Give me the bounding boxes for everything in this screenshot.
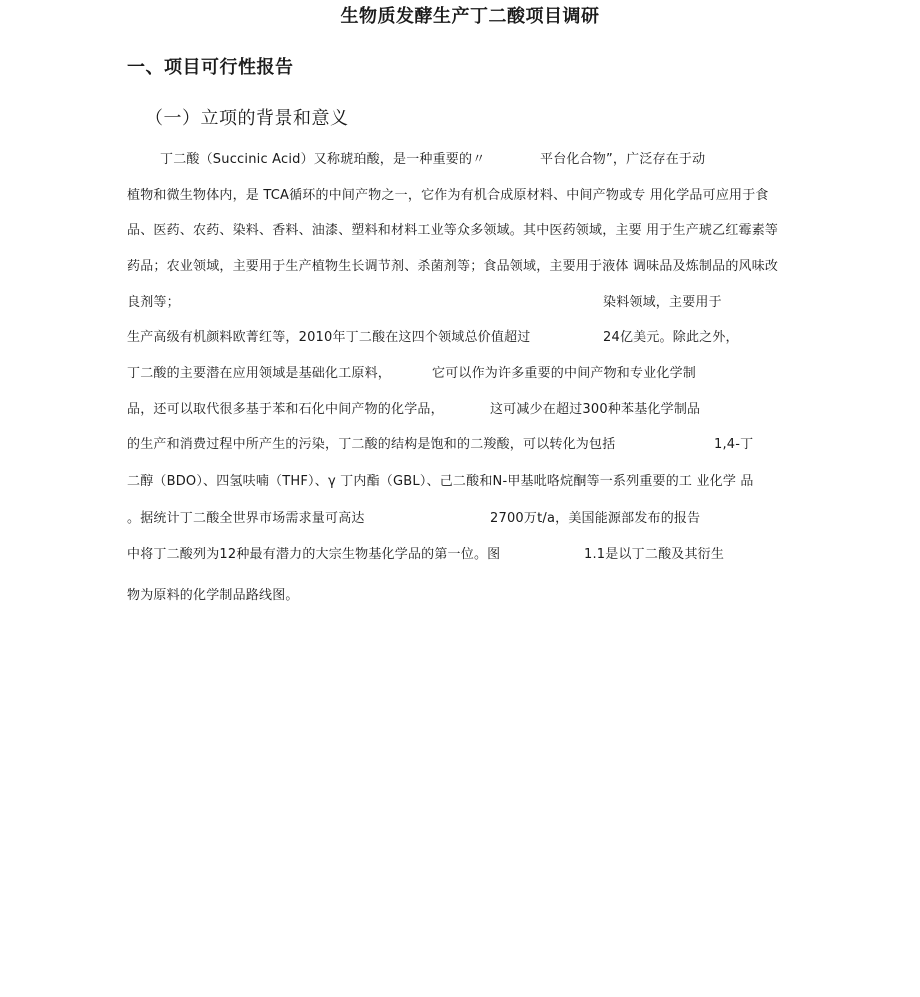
text-segment: 物为原料的化学制品路线图。 bbox=[127, 588, 299, 603]
text-segment: 中将丁二酸列为12种最有潜力的大宗生物基化学品的第一位。图 bbox=[127, 547, 501, 562]
text-segment: 。据统计丁二酸全世界市场需求量可高达 bbox=[127, 511, 365, 526]
text-segment: 生产高级有机颜料欧菁红等，2010年丁二酸在这四个领域总价值超过 bbox=[127, 330, 531, 345]
text-segment: 24亿美元。除此之外， bbox=[603, 330, 739, 345]
text-segment: 植物和微生物体内，是 TCA循环的中间产物之一，它作为有机合成原材料、中间产物或专 用化学品可应用于食 bbox=[127, 188, 769, 203]
text-segment: 1,4-丁 bbox=[714, 437, 754, 452]
text-segment: 它可以作为许多重要的中间产物和专业化学制 bbox=[432, 366, 697, 381]
text-segment: 平台化合物”，广泛存在于动 bbox=[540, 152, 706, 167]
text-segment: 2700万t/a，美国能源部发布的报告 bbox=[490, 511, 701, 526]
section-heading: 一、项目可行性报告 bbox=[127, 57, 294, 78]
text-segment: 品，还可以取代很多基于苯和石化中间产物的化学品， bbox=[127, 402, 444, 417]
document-title: 生物质发酵生产丁二酸项目调研 bbox=[340, 6, 600, 27]
text-segment: 二醇（BDO）、四氢呋喃（THF）、γ 丁内酯（GBL）、己二酸和N-甲基吡咯烷酮等一系列重要的工 业化学 品 bbox=[127, 474, 754, 489]
text-segment: 良剂等； bbox=[127, 295, 180, 310]
text-segment: 这可减少在超过300种苯基化学制品 bbox=[490, 402, 701, 417]
subsection-heading: （一）立项的背景和意义 bbox=[145, 108, 349, 129]
text-segment: 丁二酸（Succinic Acid）又称琥珀酸，是一种重要的〃 bbox=[160, 152, 486, 167]
text-segment: 染料领域，主要用于 bbox=[603, 295, 722, 310]
text-segment: 品、医药、农药、染料、香料、油漆、塑料和材料工业等众多领域。其中医药领域，主要 用于生产琥乙红霉素等 bbox=[127, 223, 779, 238]
text-segment: 1.1是以丁二酸及其衍生 bbox=[584, 547, 725, 562]
text-segment: 药品；农业领域，主要用于生产植物生长调节剂、杀菌剂等；食品领域，主要用于液体 调味品及炼制品的风味改 bbox=[127, 259, 779, 274]
text-segment: 丁二酸的主要潜在应用领域是基础化工原料， bbox=[127, 366, 392, 381]
text-segment: 的生产和消费过程中所产生的污染，丁二酸的结构是饱和的二羧酸，可以转化为包括 bbox=[127, 437, 616, 452]
